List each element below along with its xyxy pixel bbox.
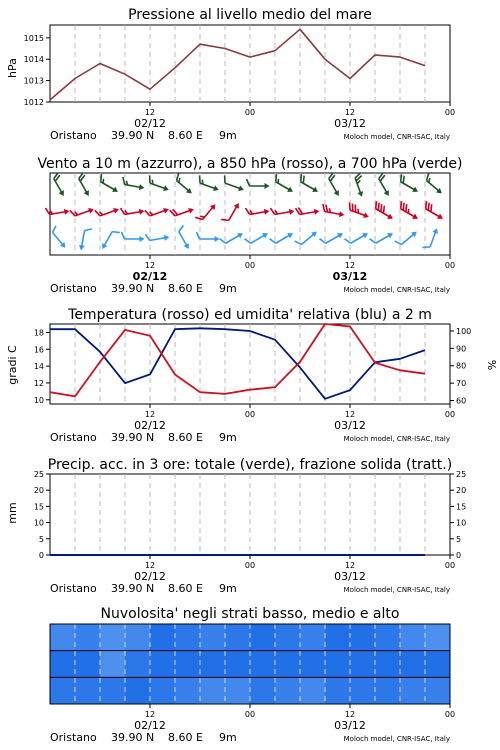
- temperature-plot: [34, 324, 471, 444]
- hour-tick-label: 00: [444, 410, 456, 419]
- location-lat: 39.90 N: [111, 129, 155, 142]
- date-label: 02/12: [134, 419, 166, 432]
- barb-staff: [430, 231, 436, 247]
- cloud-cell: [350, 677, 376, 704]
- barb-head: [262, 231, 269, 239]
- hour-tick-label: 00: [244, 410, 256, 419]
- barb-head: [312, 187, 319, 195]
- barb-staff: [276, 235, 291, 244]
- wind-barb-10m: [145, 230, 169, 244]
- wind-barb-700hpa: [375, 173, 395, 198]
- temperature-ylabel: gradi C: [6, 345, 19, 385]
- model-credit: Moloch model, CNR-ISAC, Italy: [343, 735, 450, 743]
- hour-tick-label: 12: [344, 261, 356, 270]
- hour-tick-label: 12: [144, 108, 156, 117]
- cloud-cell: [375, 651, 401, 678]
- date-label: 03/12: [334, 117, 366, 130]
- cloud-cell: [150, 651, 176, 678]
- barb-staff: [251, 235, 266, 244]
- barb-staff: [351, 235, 366, 244]
- barb-flag: [122, 232, 125, 239]
- y-tick-label: 14: [33, 362, 44, 372]
- cloud-cell: [200, 651, 226, 678]
- location-lon: 8.60 E: [168, 582, 203, 595]
- wind-barb-10m: [48, 226, 70, 250]
- cloud-cell: [75, 651, 101, 678]
- cloud-cell: [100, 624, 126, 651]
- pressure-ylabel: hPa: [6, 58, 19, 78]
- barb-head: [387, 214, 394, 222]
- barb-head: [387, 231, 394, 239]
- model-credit: Moloch model, CNR-ISAC, Italy: [343, 435, 450, 443]
- barb-staff: [53, 232, 64, 245]
- location-name: Oristano: [50, 129, 97, 142]
- barb-head: [384, 190, 392, 197]
- hour-tick-label: 00: [244, 108, 256, 117]
- y-tick-label: 20: [33, 486, 44, 496]
- date-label: 02/12: [132, 270, 168, 283]
- barb-flag: [145, 209, 150, 217]
- cloud-cell: [325, 677, 351, 704]
- hour-tick-label: 12: [344, 561, 356, 570]
- wind-barb-10m: [370, 227, 395, 247]
- barb-head: [357, 191, 364, 198]
- barb-head: [100, 243, 108, 250]
- barb-flag: [247, 179, 250, 186]
- cloud-cell: [425, 677, 451, 704]
- wind-barb-700hpa: [121, 177, 145, 191]
- y-tick-label: 16: [33, 345, 44, 355]
- cloud-cell: [325, 651, 351, 678]
- y-tick-label: 1015: [23, 33, 44, 43]
- hour-tick-label: 12: [344, 710, 356, 719]
- barb-head: [78, 245, 85, 251]
- barb-staff: [301, 234, 314, 245]
- location-elev: 9m: [219, 129, 237, 142]
- hour-tick-label: 00: [444, 561, 456, 570]
- barb-staff: [226, 235, 241, 244]
- y-tick-label: 10: [33, 518, 44, 528]
- date-label: 03/12: [332, 270, 368, 283]
- cloud-cell: [200, 624, 226, 651]
- cloud-cell: [50, 624, 76, 651]
- cloud-cell: [75, 677, 101, 704]
- hour-tick-label: 12: [144, 710, 156, 719]
- precipitation-ylabel: mm: [6, 502, 19, 524]
- location-lon: 8.60 E: [168, 129, 203, 142]
- date-label: 02/12: [134, 570, 166, 583]
- cloudiness-plot: [50, 624, 455, 744]
- y-tick-label-right: 25: [456, 470, 467, 479]
- location-elev: 9m: [219, 731, 237, 744]
- barb-head: [287, 187, 294, 195]
- wind-barb-850hpa: [95, 202, 120, 219]
- cloud-cell: [275, 677, 301, 704]
- wind-barb-850hpa: [221, 200, 241, 225]
- wind-barb-10m: [270, 227, 295, 247]
- location-elev: 9m: [219, 582, 237, 595]
- barb-staff: [82, 231, 85, 248]
- precipitation-plot: [34, 470, 466, 595]
- barb-head: [339, 211, 345, 218]
- y-tick-label: 25: [33, 470, 44, 479]
- barb-staff: [401, 234, 414, 245]
- cloud-cell: [300, 651, 326, 678]
- y-tick-label-right: 15: [456, 502, 467, 512]
- precipitation-title: Precip. acc. in 3 ore: totale (verde), frazione solida (tratt.): [47, 457, 453, 473]
- barb-head: [112, 187, 119, 195]
- barb-flag: [70, 209, 75, 217]
- cloud-cell: [275, 651, 301, 678]
- barb-flag: [112, 229, 120, 235]
- location-name: Oristano: [50, 282, 97, 295]
- barb-head: [84, 190, 92, 197]
- location-lat: 39.90 N: [111, 431, 155, 444]
- pressure-panel: [6, 7, 455, 142]
- wind-title: Vento a 10 m (azzurro), a 850 hPa (rosso), a 700 hPa (verde): [37, 156, 463, 172]
- cloud-cell: [325, 624, 351, 651]
- barb-flag: [145, 234, 149, 241]
- wind-barb-10m: [295, 226, 319, 248]
- location-elev: 9m: [219, 431, 237, 444]
- cloud-cell: [375, 677, 401, 704]
- cloud-cell: [50, 651, 76, 678]
- wind-panel: [37, 156, 462, 295]
- y-tick-label-right: 0: [456, 551, 462, 560]
- barb-head: [163, 206, 170, 213]
- barb-flag: [197, 175, 202, 183]
- y-tick-label: 10: [33, 395, 44, 405]
- barb-flag: [177, 226, 185, 232]
- cloudiness-panel: [50, 606, 455, 744]
- barb-head: [139, 208, 145, 215]
- wind-barb-10m: [320, 227, 345, 247]
- barb-flag: [120, 208, 124, 215]
- cloud-cell: [400, 677, 426, 704]
- cloud-cell: [125, 677, 151, 704]
- pressure-plot: [24, 25, 455, 142]
- temperature-humidity-panel: [6, 307, 498, 444]
- cloud-cell: [250, 677, 276, 704]
- hour-tick-label: 12: [144, 561, 156, 570]
- date-label: 03/12: [334, 570, 366, 583]
- hour-tick-label: 00: [244, 710, 256, 719]
- hour-tick-label: 00: [244, 561, 256, 570]
- y-tick-label: 18: [33, 328, 44, 338]
- y-tick-label-right: 20: [456, 486, 467, 496]
- cloud-cell: [250, 624, 276, 651]
- pressure-title: Pressione al livello medio del mare: [128, 7, 372, 23]
- date-label: 03/12: [334, 419, 366, 432]
- cloud-cell: [425, 651, 451, 678]
- date-label: 02/12: [134, 719, 166, 732]
- pressure-line: [50, 29, 425, 100]
- wind-barb-10m: [100, 228, 120, 253]
- barb-staff: [229, 206, 238, 221]
- barb-head: [412, 214, 419, 222]
- cloud-cell: [250, 651, 276, 678]
- hour-tick-label: 12: [144, 261, 156, 270]
- barb-head: [215, 236, 220, 242]
- y-tick-label-right: 70: [456, 379, 467, 389]
- barb-head: [412, 187, 419, 195]
- precipitation-panel: [6, 457, 466, 595]
- barb-head: [334, 190, 342, 197]
- cloud-cell: [150, 677, 176, 704]
- cloud-cell: [175, 651, 201, 678]
- humidity-ylabel: %: [485, 359, 498, 371]
- barb-head: [184, 243, 192, 250]
- wind-barb-10m: [395, 226, 419, 248]
- barb-flag: [51, 226, 58, 233]
- wind-barb-850hpa: [70, 202, 95, 219]
- hour-tick-label: 12: [144, 410, 156, 419]
- wind-barb-10m: [345, 227, 370, 247]
- barb-head: [287, 231, 294, 239]
- barb-head: [362, 231, 369, 239]
- cloud-cell: [175, 624, 201, 651]
- location-elev: 9m: [219, 282, 237, 295]
- barb-head: [234, 202, 242, 209]
- y-tick-label-right: 10: [456, 518, 467, 528]
- barb-head: [237, 231, 244, 239]
- cloudiness-title: Nuvolosita' negli strati basso, medio e alto: [100, 606, 400, 622]
- barb-head: [139, 184, 145, 191]
- wind-barb-700hpa: [75, 173, 95, 198]
- cloud-cell: [300, 624, 326, 651]
- barb-head: [213, 185, 220, 192]
- wind-barb-700hpa: [325, 173, 345, 198]
- cloud-cell: [350, 651, 376, 678]
- barb-flag: [422, 245, 430, 250]
- hour-tick-label: 12: [344, 108, 356, 117]
- cloud-cell: [225, 624, 251, 651]
- barb-head: [164, 234, 170, 241]
- barb-flag: [270, 208, 274, 215]
- cloud-cell: [400, 624, 426, 651]
- wind-barb-850hpa: [295, 204, 319, 218]
- hour-tick-label: 00: [444, 108, 456, 117]
- wind-barb-700hpa: [172, 173, 196, 195]
- barb-head: [238, 185, 245, 192]
- barb-flag: [147, 175, 152, 183]
- location-lat: 39.90 N: [111, 582, 155, 595]
- barb-staff: [179, 232, 188, 247]
- y-tick-label: 12: [33, 378, 44, 388]
- barb-flag: [95, 209, 100, 217]
- wind-barb-10m: [175, 226, 195, 251]
- cloud-cell: [100, 651, 126, 678]
- barb-head: [188, 206, 195, 213]
- y-tick-label-right: 80: [456, 361, 467, 371]
- barb-head: [113, 206, 120, 213]
- model-credit: Moloch model, CNR-ISAC, Italy: [343, 586, 450, 594]
- barb-staff: [326, 235, 341, 244]
- wind-barb-850hpa: [120, 204, 144, 218]
- barb-head: [163, 185, 170, 192]
- barb-head: [264, 208, 270, 215]
- location-lat: 39.90 N: [111, 282, 155, 295]
- cloud-cell: [125, 651, 151, 678]
- wind-barb-10m: [245, 227, 270, 247]
- cloud-cell: [300, 677, 326, 704]
- wind-barb-700hpa: [50, 173, 70, 198]
- barb-head: [314, 208, 320, 215]
- barb-head: [88, 206, 95, 213]
- hour-tick-label: 00: [444, 710, 456, 719]
- barb-head: [265, 183, 270, 189]
- wind-barb-850hpa: [245, 204, 269, 218]
- hour-tick-label: 12: [344, 410, 356, 419]
- barb-head: [140, 236, 145, 242]
- location-name: Oristano: [50, 582, 97, 595]
- cloud-cell: [275, 624, 301, 651]
- cloud-cell: [50, 677, 76, 704]
- wind-barb-700hpa: [351, 173, 368, 198]
- location-lon: 8.60 E: [168, 282, 203, 295]
- barb-staff: [150, 238, 167, 241]
- cloud-cell: [400, 651, 426, 678]
- barb-head: [289, 208, 295, 215]
- hour-tick-label: 00: [444, 261, 456, 270]
- barb-head: [64, 208, 70, 215]
- humidity-line: [50, 328, 425, 399]
- barb-head: [437, 214, 444, 222]
- model-credit: Moloch model, CNR-ISAC, Italy: [343, 133, 450, 141]
- cloud-cell: [175, 677, 201, 704]
- wind-plot: [45, 173, 455, 295]
- wind-barb-850hpa: [321, 204, 345, 218]
- y-tick-label: 1012: [23, 98, 44, 107]
- wind-barb-700hpa: [422, 173, 446, 195]
- location-name: Oristano: [50, 431, 97, 444]
- y-tick-label: 15: [33, 502, 44, 512]
- cloud-cell: [100, 677, 126, 704]
- barb-staff: [225, 183, 241, 189]
- barb-staff: [104, 232, 113, 247]
- cloud-cell: [425, 624, 451, 651]
- date-label: 02/12: [134, 117, 166, 130]
- y-tick-label: 1013: [23, 76, 44, 86]
- date-label: 03/12: [334, 719, 366, 732]
- cloud-cell: [150, 624, 176, 651]
- barb-flag: [222, 175, 227, 183]
- cloud-cell: [225, 677, 251, 704]
- cloud-cell: [225, 651, 251, 678]
- cloud-cell: [75, 624, 101, 651]
- y-tick-label-right: 100: [456, 326, 472, 336]
- wind-barb-10m: [220, 227, 245, 247]
- location-lat: 39.90 N: [111, 731, 155, 744]
- y-tick-label: 0: [38, 551, 44, 560]
- cloud-cell: [200, 677, 226, 704]
- y-tick-label: 1014: [23, 55, 44, 65]
- barb-flag: [245, 208, 249, 215]
- barb-head: [432, 227, 439, 234]
- wind-barb-850hpa: [195, 200, 217, 224]
- barb-flag: [45, 208, 49, 215]
- model-credit: Moloch model, CNR-ISAC, Italy: [343, 286, 450, 294]
- location-lon: 8.60 E: [168, 431, 203, 444]
- barb-head: [363, 212, 370, 219]
- barb-flag: [84, 228, 91, 232]
- y-tick-label-right: 60: [456, 396, 467, 406]
- y-tick-label-right: 90: [456, 344, 467, 354]
- location-lon: 8.60 E: [168, 731, 203, 744]
- barb-staff: [376, 235, 391, 244]
- barb-flag: [197, 232, 200, 239]
- hour-tick-label: 00: [244, 261, 256, 270]
- y-tick-label-right: 5: [456, 534, 462, 544]
- barb-head: [337, 231, 344, 239]
- wind-barb-10m: [78, 227, 92, 251]
- cloud-cell: [125, 624, 151, 651]
- cloud-cell: [375, 624, 401, 651]
- temperature-title: Temperatura (rosso) ed umidita' relativa (blu) a 2 m: [68, 307, 432, 323]
- cloud-cell: [350, 624, 376, 651]
- wind-barb-850hpa: [170, 202, 195, 219]
- wind-barb-850hpa: [270, 204, 294, 218]
- wind-barb-850hpa: [145, 202, 170, 219]
- y-tick-label: 5: [38, 534, 44, 544]
- location-name: Oristano: [50, 731, 97, 744]
- wind-barb-850hpa: [45, 204, 69, 218]
- barb-head: [59, 190, 67, 197]
